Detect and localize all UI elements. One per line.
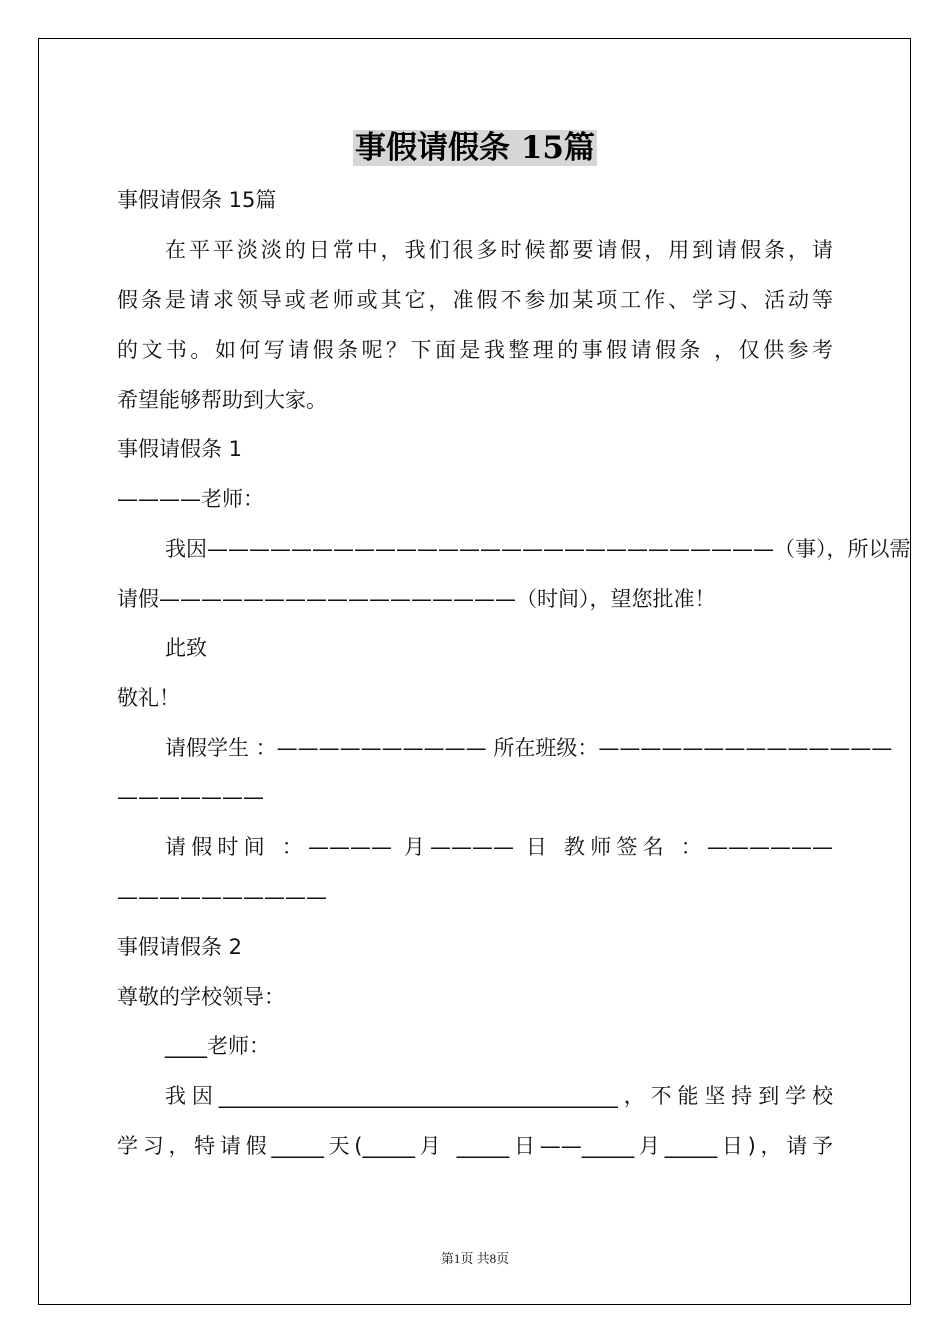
section-2-heading: 事假请假条 2 [117, 935, 243, 959]
page-border [38, 38, 911, 1305]
intro-line-2: 假条是请求领导或老师或其它，准假不参加某项工作、学习、活动等 [117, 288, 833, 312]
page-footer: 第1页 共8页 [440, 1251, 510, 1266]
section-1-closing-1: 此致 [165, 636, 207, 660]
section-1-time-line-1: 请假时间 ：———— 月———— 日 教师签名 ：—————— [165, 835, 833, 859]
section-1-closing-2: 敬礼！ [117, 686, 180, 710]
section-1-student-line-2: ——————— [117, 785, 264, 809]
section-2-body-line-2: 学习，特请假_____天(_____月 _____日——_____月_____日)，请予 [117, 1134, 833, 1158]
section-1-body-line-1: 我因———————————————————————————（事），所以需 [165, 537, 911, 561]
intro-line-3: 的文书。如何写请假条呢？下面是我整理的事假请假条 ，仅供参考 [117, 338, 833, 362]
section-2-salutation: 尊敬的学校领导： [117, 985, 285, 1009]
section-1-body-line-2: 请假—————————————————（时间），望您批准！ [117, 587, 716, 611]
section-1-time-line-2: —————————— [117, 885, 327, 909]
document-title [0, 126, 950, 170]
intro-line-1: 在平平淡淡的日常中，我们很多时候都要请假，用到请假条，请 [165, 238, 833, 262]
document-title-text: 事假请假条 15篇 [355, 130, 595, 166]
section-1-heading: 事假请假条 1 [117, 437, 243, 461]
section-2-teacher-line: ____老师： [165, 1034, 270, 1058]
section-1-salutation: ————老师： [117, 487, 264, 511]
intro-line-4: 希望能够帮助到大家。 [117, 388, 327, 412]
subtitle: 事假请假条 15篇 [117, 188, 277, 212]
section-1-student-line-1: 请假学生 ：—————————— 所在班级：—————————————— [165, 736, 893, 760]
section-2-body-line-1: 我因______________________________________，不能坚持到学校 [165, 1084, 833, 1108]
